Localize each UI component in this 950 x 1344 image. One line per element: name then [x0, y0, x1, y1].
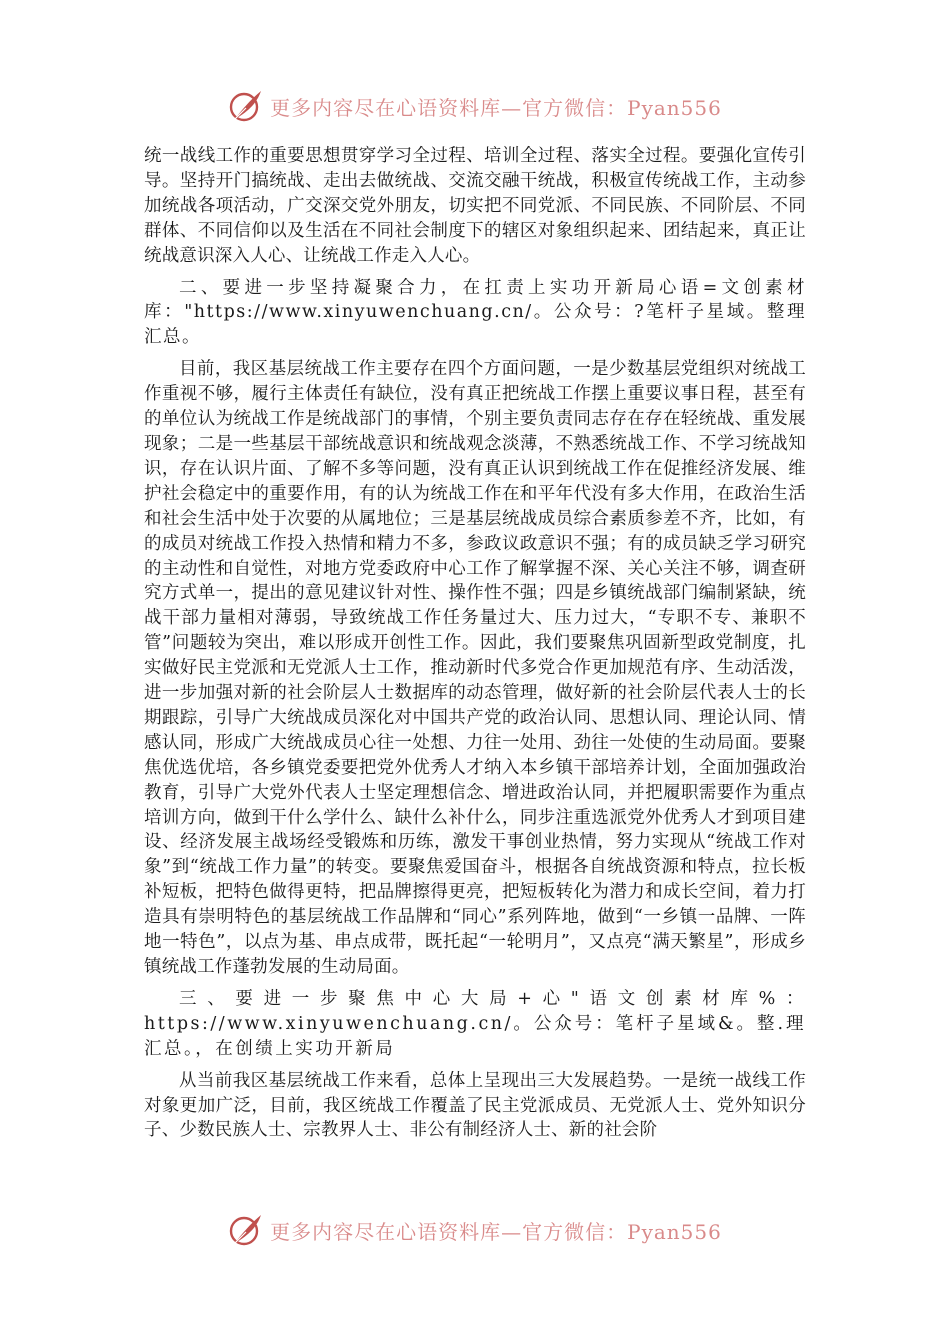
- section-heading-2: 二、要进一步坚持凝聚合力，在扛责上实功开新局心语=文创素材库："https://www.xinyuwenchuang.cn/。公众号：?笔杆子星域。整理汇总。: [144, 277, 806, 348]
- paragraph: 统一战线工作的重要思想贯穿学习全过程、培训全过程、落实全过程。要强化宣传引导。坚持开门搞统战、走出去做统战、交流交融干统战，积极宣传统战工作，主动参加统战各项活动，广交深交党外朋友，切实把不同党派、不同民族、不同阶层、不同群体、不同信仰以及生活在不同社会制度下的辖区对象组织起来、团结起来，真正让统战意识深入人心、让统战工作走入人心。: [144, 146, 806, 266]
- header-watermark-banner: [0, 86, 950, 126]
- footer-watermark-banner: [0, 1210, 950, 1250]
- section-heading-3: 三、要进一步聚焦中心大局+心"语文创素材库%：https://www.xinyuwenchuang.cn/。公众号：笔杆子星域&。整.理汇总。，在创绩上实功开新局: [144, 988, 806, 1059]
- paragraph: 目前，我区基层统战工作主要存在四个方面问题，一是少数基层党组织对统战工作重视不够，履行主体责任有缺位，没有真正把统战工作摆上重要议事日程，甚至有的单位认为统战工作是统战部门的事情，个别主要负责同志存在存在轻统战、重发展现象；二是一些基层干部统战意识和统战观念淡薄，不熟悉统战工作、不学习统战知识，存在认识片面、了解不多等问题，没有真正认识到统战工作在促推经济发展、维护社会稳定中的重要作用，有的认为统战工作在和平年代没有多大作用，在政治生活和社会生活中处于次要的从属地位；三是基层统战成员综合素质参差不齐，比如，有的成员对统战工作投入热情和精力不多，参政议政意识不强；有的成员缺乏学习研究的主动性和自觉性，对地方党委政府中心工作了解掌握不深、关心关注不够，调查研究方式单一，提出的意见建议针对性、操作性不强；四是乡镇统战部门编制紧缺，统战干部力量相对薄弱，导致统战工作任务量过大、压力过大，“专职不专、兼职不管”问题较为突出，难以形成开创性工作。因此，我们要聚焦巩固新型政党制度，扎实做好民主党派和无党派人士工作，推动新时代多党合作更加规范有序、生动活泼，进一步加强对新的社会阶层人士数据库的动态管理，做好新的社会阶层代表人士的长期跟踪，引导广大统战成员深化对中国共产党的政治认同、思想认同、理论认同、情感认同，形成广大统战成员心往一处想、力往一处用、劲往一处使的生动局面。要聚焦优选优培，各乡镇党委要把党外优秀人才纳入本乡镇干部培养计划，全面加强政治教育，引导广大党外代表人士坚定理想信念、增进政治认同，并把履职需要作为重点培训方向，做到干什么学什么、缺什么补什么，同步注重选派党外优秀人才到项目建设、经济发展主战场经受锻炼和历练，激发干事创业热情，努力实现从“统战工作对象”到“统战工作力量”的转变。要聚焦爱国奋斗，根据各自统战资源和特点，拉长板补短板，把特色做得更特，把品牌擦得更亮，把短板转化为潜力和成长空间，着力打造具有崇明特色的基层统战工作品牌和“同心”系列阵地，做到“一乡镇一品牌、一阵地一特色”，以点为基、串点成带，既托起“一轮明月”，又点亮“满天繁星”，形成乡镇统战工作蓬勃发展的生动局面。: [144, 359, 806, 977]
- watermark-text: 更多内容尽在心语资料库—官方微信：Pyan556: [270, 1219, 722, 1244]
- paragraph: 从当前我区基层统战工作来看，总体上呈现出三大发展趋势。一是统一战线工作对象更加广泛，目前，我区统战工作覆盖了民主党派成员、无党派人士、党外知识分子、少数民族人士、宗教界人士、非公有制经济人士、新的社会阶: [144, 1070, 806, 1141]
- document-body: [144, 144, 806, 1143]
- watermark-text: 更多内容尽在心语资料库—官方微信：Pyan556: [270, 95, 722, 120]
- quill-pen-logo-icon: [228, 1212, 264, 1248]
- quill-pen-logo-icon: [228, 88, 264, 124]
